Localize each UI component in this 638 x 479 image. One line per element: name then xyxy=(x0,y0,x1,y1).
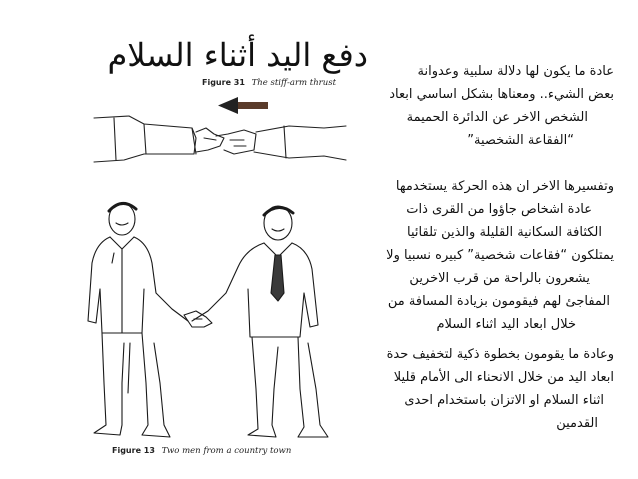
handshake-illustration xyxy=(84,76,354,186)
figure-number: Figure 13 xyxy=(112,446,155,455)
text-line: “الفقاعة الشخصية” xyxy=(467,133,574,148)
paragraph-2 xyxy=(352,175,614,336)
slide-title: دفع اليد أثناء السلام xyxy=(107,36,368,74)
text-line: عادة اشخاص جاؤوا من القرى ذات xyxy=(406,202,592,217)
text-line: الشخص الاخر عن الدائرة الحميمة xyxy=(406,110,588,125)
text-line: الكثافة السكانية القليلة والذين تلقائيا xyxy=(407,225,602,240)
text-line: وتفسيرها الاخر ان هذه الحركة يستخدمها xyxy=(395,179,614,194)
paragraph-3 xyxy=(352,343,614,435)
text-line: القدمين xyxy=(556,416,598,431)
figure-two-men xyxy=(72,193,364,463)
paragraph-1 xyxy=(352,60,614,152)
text-line: وعادة ما يقومون بخطوة ذكية لتخفيف حدة xyxy=(386,347,614,362)
arrow-icon xyxy=(218,97,268,114)
text-line: اثناء السلام او الاتزان باستخدام احدى xyxy=(404,393,604,408)
figure-stiff-arm-thrust xyxy=(84,76,354,186)
text-line: يمتلكون “فقاعات شخصية” كبيره نسبيا ولا xyxy=(386,248,614,263)
text-line: خلال ابعاد اليد اثناء السلام xyxy=(436,317,576,332)
text-line: ابعاد اليد من خلال الانحناء الى الأمام قليلا xyxy=(393,370,614,385)
figure-caption-text: Two men from a country town xyxy=(161,446,292,456)
figure-caption xyxy=(112,446,291,456)
text-line: عادة ما يكون لها دلالة سلبية وعدوانة xyxy=(417,64,614,79)
text-line: بعض الشيء.. ومعناها بشكل اساسي ابعاد xyxy=(389,87,614,102)
text-line: المفاجئ لهم فيقومون بزيادة المسافة من xyxy=(387,294,610,309)
figure-number: Figure 31 xyxy=(202,78,245,87)
figure-caption-text: The stiff-arm thrust xyxy=(251,78,336,88)
two-men-illustration xyxy=(72,193,364,443)
text-line: يشعرون بالراحة من قرب الاخرين xyxy=(409,271,590,286)
